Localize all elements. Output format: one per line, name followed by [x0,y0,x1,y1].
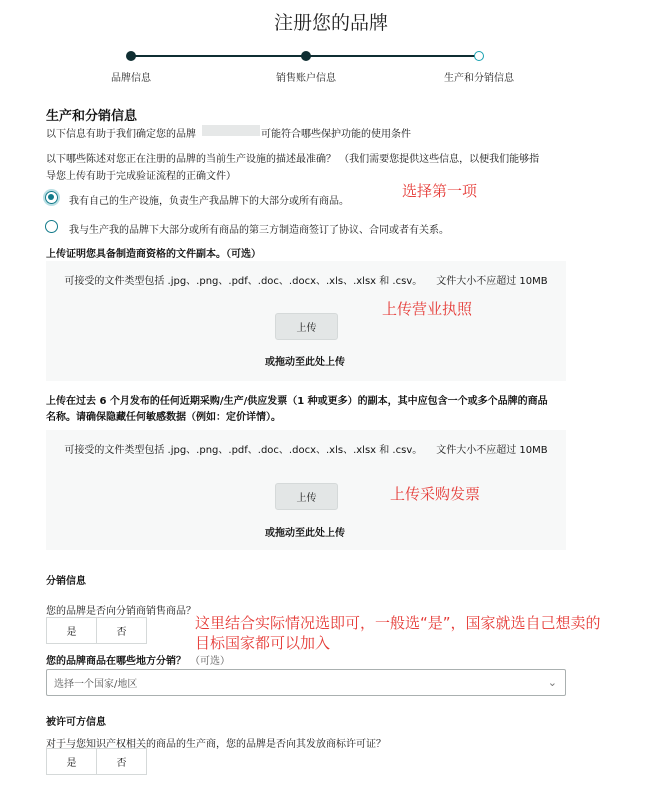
country-select-placeholder: 选择一个国家/地区 [54,679,138,690]
licensee-yes-button[interactable]: 是 [66,758,77,769]
step-label-3: 生产和分销信息 [444,73,514,84]
upload1-drag-text: 或拖动至此处上传 [265,357,345,368]
step-label-2: 销售账户信息 [276,73,336,84]
upload1-info-row [50,275,562,288]
distribution-yes-button[interactable]: 是 [66,627,77,638]
distribution-title: 分销信息 [46,576,86,587]
upload1-button[interactable]: 上传 [275,313,338,340]
step-dot-1 [126,51,136,61]
section-subtitle-end: 可能符合哪些保护功能的使用条件 [261,129,411,140]
distribution-no-button[interactable]: 否 [96,618,146,643]
section-title: 生产和分销信息 [46,109,138,124]
step-dot-2 [301,51,311,61]
distribution-yes-no [46,617,147,644]
page-title: 注册您的品牌 [273,12,388,34]
upload1-size: 文件大小不应超过 10MB [436,276,548,287]
distribution-where-label: 您的品牌商品在哪些地方分销？ [46,656,186,667]
upload1-label: 上传证明您具备制造商资格的文件副本。（可选） [46,249,261,260]
annotation-invoice: 上传采购发票 [390,485,481,503]
country-select[interactable] [46,669,566,696]
licensee-title: 被许可方信息 [46,717,106,728]
annotation-business-license: 上传营业执照 [382,300,473,318]
upload2-button[interactable]: 上传 [275,483,338,510]
step-label-1: 品牌信息 [111,73,151,84]
question-line-1: 以下哪些陈述对您正在注册的品牌的当前生产设施的描述最准确？ （我们需要您提供这些信息，以便我们能够指 [46,154,540,165]
upload2-label-line-1: 上传在过去 6 个月发布的任何近期采购/生产/供应发票（1 种或更多）的副本，其中应包含一个或多个品牌的商品 [46,396,548,407]
option-label-2[interactable]: 我与生产我的品牌下大部分或所有商品的第三方制造商签订了协议、合同或者有关系。 [69,225,449,236]
chevron-down-icon: ⌄ [547,676,557,689]
radio-own-facility[interactable] [45,191,58,204]
radio-third-party[interactable] [45,220,58,233]
upload1-types: 可接受的文件类型包括 .jpg、.png、.pdf、.doc、.docx、.xls、.xlsx 和 .csv。 [64,276,423,287]
upload2-info-row [50,444,562,457]
annotation-select-first: 选择第一项 [402,182,478,200]
licensee-question: 对于与您知识产权相关的商品的生产商，您的品牌是否向其发放商标许可证？ [46,739,386,750]
distribution-question: 您的品牌是否向分销商销售商品？ [46,606,196,617]
annotation-distribution-line-2: 目标国家都可以加入 [195,634,331,652]
upload2-drag-text: 或拖动至此处上传 [265,528,345,539]
upload2-types: 可接受的文件类型包括 .jpg、.png、.pdf、.doc、.docx、.xls、.xlsx 和 .csv。 [64,445,423,456]
upload2-size: 文件大小不应超过 10MB [436,445,548,456]
question-line-2: 导您上传有助于完成验证流程的正确文件） [46,171,236,182]
distribution-where-row [46,655,230,668]
upload2-label-line-2: 名称。请确保隐藏任何敏感数据（例如：定价详情）。 [46,412,281,423]
redacted-block [202,125,260,136]
licensee-yes-no [46,748,147,775]
licensee-no-button[interactable]: 否 [96,749,146,774]
annotation-distribution-line-1: 这里结合实际情况选即可，一般选“是”，国家就选自己想卖的 [195,614,601,632]
distribution-optional: （可选） [190,656,230,667]
section-subtitle-start: 以下信息有助于我们确定您的品牌 [46,129,196,140]
step-dot-3 [474,51,484,61]
option-label-1[interactable]: 我有自己的生产设施，负责生产我品牌下的大部分或所有商品。 [69,196,349,207]
